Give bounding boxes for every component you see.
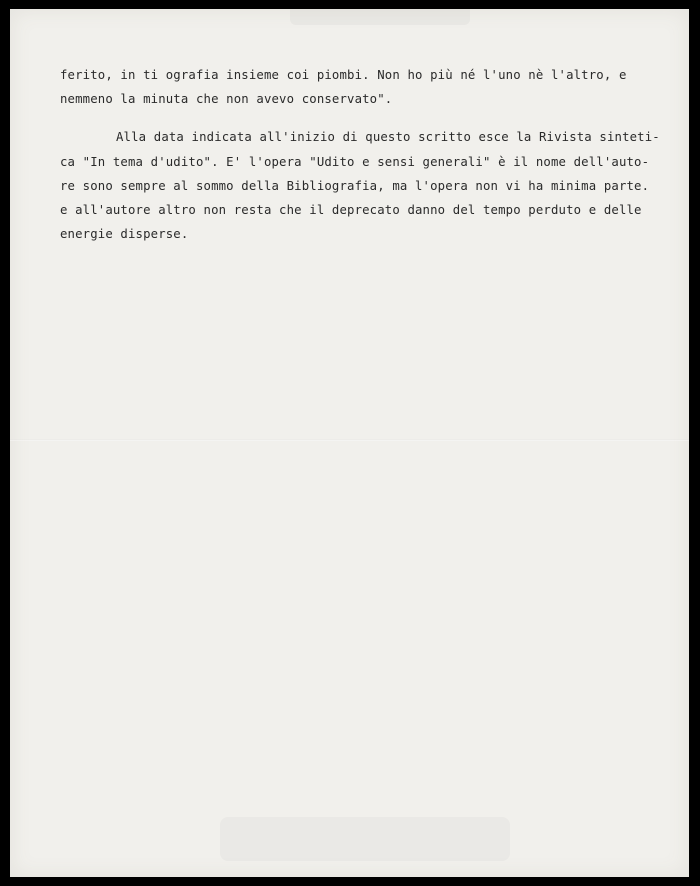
- paragraph-2-line-1: Alla data indicata all'inizio di questo scritto esce la Rivista sinteti-: [116, 130, 660, 145]
- paragraph-2-line-5: energie disperse.: [60, 227, 189, 242]
- show-through-footer: [220, 817, 510, 861]
- paragraph-1-line-1: ferito, in ti ografia insieme coi piombi. Non ho più né l'uno nè l'altro, e: [60, 68, 627, 82]
- paragraph-2-line-2: ca "In tema d'udito". E' l'opera "Udito e sensi generali" è il nome dell'auto-: [60, 154, 650, 169]
- paragraph-1-line-2: nemmeno la minuta che non avevo conservato".: [60, 92, 393, 107]
- typewritten-text: [60, 63, 660, 246]
- paragraph-2-line-4: e all'autore altro non resta che il deprecato danno del tempo perduto e delle: [60, 203, 642, 218]
- show-through-header: [290, 9, 470, 25]
- document-page: [10, 9, 689, 877]
- paper-fold: [10, 439, 689, 441]
- paragraph-2-line-3: re sono sempre al sommo della Bibliografia, ma l'opera non vi ha minima parte.: [60, 178, 650, 193]
